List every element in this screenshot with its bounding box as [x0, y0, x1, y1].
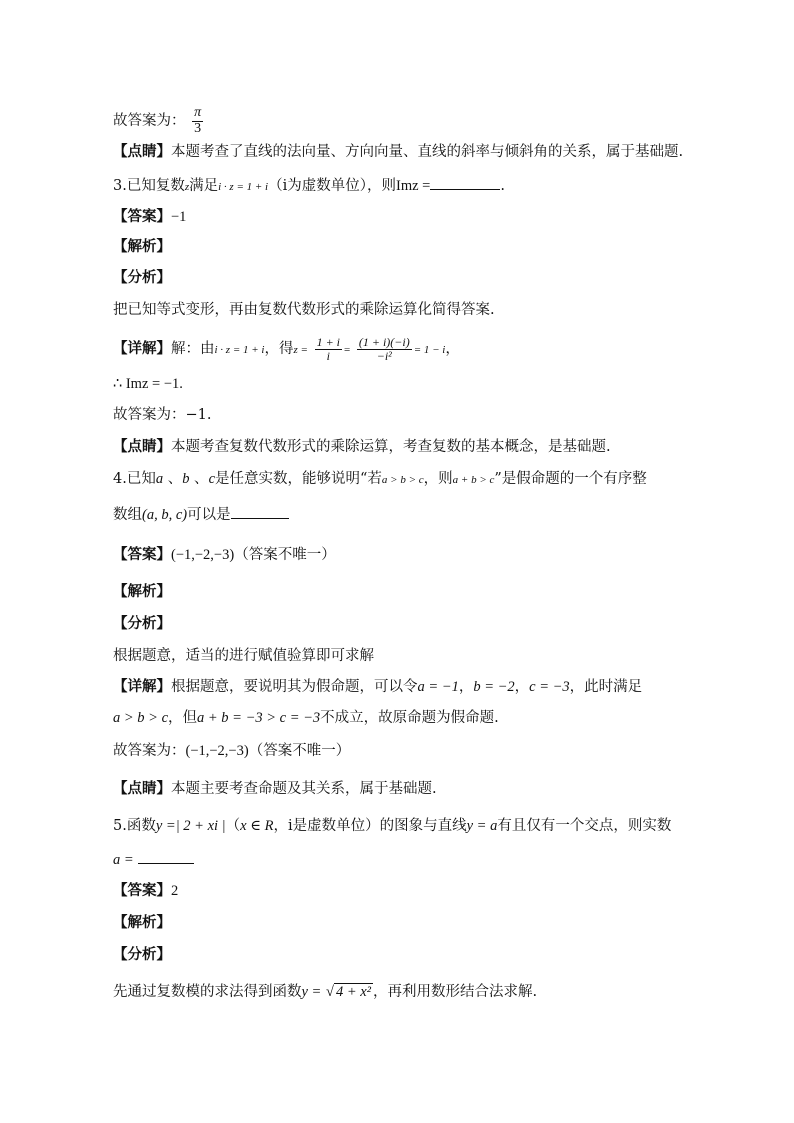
q4-analysis-tag: 【解析】: [113, 583, 171, 600]
q5-question-line2: a =: [113, 849, 194, 870]
prev-answer-line: 故答案为： $\frac{\pi}{3}$: [113, 105, 202, 136]
q4-detail-line1: 【详解】根据题意，要说明其为假命题，可以令a = −1，b = −2，c = −3，此时满足: [113, 678, 643, 695]
q4-comment: 【点睛】本题主要考查命题及其关系，属于基础题.: [113, 780, 437, 797]
fraction-1: $\frac{1 + i}{i}$: [316, 335, 341, 363]
q4-detail-line2: a > b > c，但a + b = −3 > c = −3不成立，故原命题为假命题.: [113, 710, 499, 726]
q3-therefore: ∴ Imz = −1.: [113, 376, 183, 392]
q5-fenxi-text: 先通过复数模的求法得到函数y = √ 4 + x² ，再利用数形结合法求解.: [113, 984, 538, 1000]
q3-fenxi-tag: 【分析】: [113, 269, 171, 286]
q4-question-line1: 4.已知a 、b 、c是任意实数，能够说明“若a > b > c，则a + b > c”是假命题的一个有序整: [113, 471, 647, 487]
sqrt-expression: √ 4 + x²: [325, 984, 372, 1000]
q3-comment: 【点睛】本题考查复数代数形式的乘除运算，考查复数的基本概念，是基础题.: [113, 438, 611, 455]
answer-blank[interactable]: [231, 504, 289, 519]
answer-blank[interactable]: [430, 175, 500, 190]
q4-question-line2: 数组(a, b, c)可以是: [113, 504, 289, 525]
q3-question: 3.已知复数z满足i · z = 1 + i（i为虚数单位），则Imz = .: [113, 175, 505, 197]
q3-fenxi-text: 把已知等式变形，再由复数代数形式的乘除运算化简得答案.: [113, 302, 495, 318]
q5-question-line1: 5.函数y =| 2 + xi |（x ∈ R，i是虚数单位）的图象与直线y = a有且仅有一个交点，则实数: [113, 818, 672, 834]
q4-final: 故答案为：(−1,−2,−3)（答案不唯一）: [113, 743, 351, 759]
q4-fenxi-tag: 【分析】: [113, 615, 171, 632]
pi-over-3-fraction: $\frac{\pi}{3}$: [194, 105, 202, 136]
prev-comment-line: 【点睛】本题考查了直线的法向量、方向向量、直线的斜率与倾斜角的关系，属于基础题.: [113, 143, 684, 160]
q4-fenxi-text: 根据题意，适当的进行赋值验算即可求解: [113, 648, 374, 664]
answer-blank[interactable]: [138, 849, 194, 864]
fraction-2: $\frac{(1 + i)(-i)}{\text{−i²}}$: [358, 335, 410, 363]
q3-answer: 【答案】−1: [113, 208, 187, 225]
q3-analysis-tag: 【解析】: [113, 238, 171, 255]
q5-answer: 【答案】2: [113, 882, 179, 899]
q3-final: 故答案为：−1.: [113, 407, 212, 423]
q5-analysis-tag: 【解析】: [113, 914, 171, 931]
q4-answer: 【答案】(−1,−2,−3)（答案不唯一）: [113, 546, 336, 563]
q3-detail: 【详解】解：由i · z = 1 + i，得z = $\frac{1 + i}{i}$ = $\frac{(1 + i)(-i)}{\text{−i²}}$ = 1 − i，: [113, 335, 460, 363]
q5-fenxi-tag: 【分析】: [113, 946, 171, 963]
